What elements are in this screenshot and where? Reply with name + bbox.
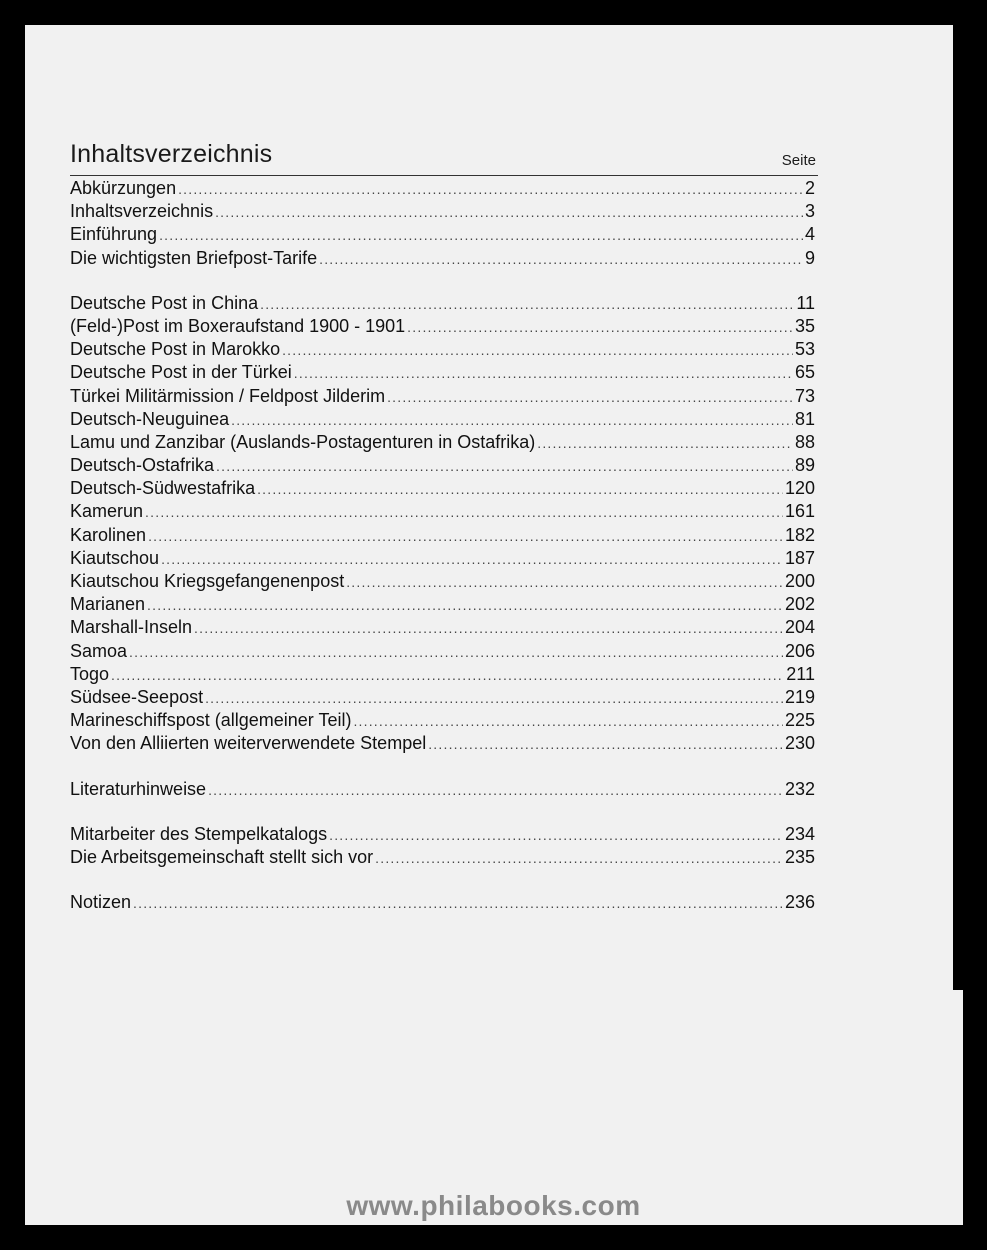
toc-entry xyxy=(70,200,815,223)
page-title: Inhaltsverzeichnis xyxy=(70,140,273,168)
toc-entry-title: Deutsch-Neuguinea xyxy=(70,408,230,429)
dot-leader xyxy=(346,571,783,594)
toc-entry-title: Deutsch-Ostafrika xyxy=(70,455,215,476)
dot-leader xyxy=(129,641,783,664)
toc-entry xyxy=(70,891,815,914)
toc-entry-page-number: 161 xyxy=(784,501,815,522)
toc-entry-title: Kamerun xyxy=(70,501,144,522)
toc-entry-title: Marianen xyxy=(70,594,146,615)
toc-entry-title: Die wichtigsten Briefpost-Tarife xyxy=(70,247,318,268)
dot-leader xyxy=(294,362,793,385)
toc-entry xyxy=(70,477,815,500)
toc-entry-page-number: 182 xyxy=(784,524,815,545)
dot-leader xyxy=(159,224,803,247)
dot-leader xyxy=(111,664,784,687)
toc-entry xyxy=(70,570,815,593)
toc-entry-page-number: 204 xyxy=(784,617,815,638)
toc-entry-title: Türkei Militärmission / Feldpost Jilderim xyxy=(70,385,386,406)
dot-leader xyxy=(178,178,803,201)
toc-entry-title: Togo xyxy=(70,663,110,684)
toc-entry xyxy=(70,524,815,547)
dot-leader xyxy=(208,779,783,802)
dot-leader xyxy=(319,248,803,271)
toc-header xyxy=(70,115,818,176)
dot-leader xyxy=(161,548,783,571)
toc-entry-title: Lamu und Zanzibar (Auslands-Postagenturen in Ostafrika) xyxy=(70,431,536,452)
dot-leader xyxy=(231,409,793,432)
toc-entry xyxy=(70,846,815,869)
toc-entry-title: Samoa xyxy=(70,640,128,661)
toc-entry xyxy=(70,616,815,639)
toc-entry-page-number: 200 xyxy=(784,571,815,591)
dot-leader xyxy=(428,733,783,756)
toc-entry-page-number: 230 xyxy=(784,733,815,754)
toc-entry-page-number: 9 xyxy=(804,247,815,268)
dot-leader xyxy=(147,594,783,617)
toc-entry xyxy=(70,385,815,408)
toc-entry xyxy=(70,431,815,454)
toc-entry-title: Mitarbeiter des Stempelkatalogs xyxy=(70,823,328,844)
scan-edge xyxy=(953,25,963,990)
toc-entry xyxy=(70,500,815,523)
toc-group xyxy=(70,177,815,270)
toc-entry-page-number: 120 xyxy=(784,478,815,499)
toc-entry-title: Deutsche Post in China xyxy=(70,292,259,313)
dot-leader xyxy=(257,478,783,501)
toc-entry xyxy=(70,778,815,801)
toc-entry xyxy=(70,823,815,846)
toc-entry-page-number: 234 xyxy=(784,823,815,844)
toc-group xyxy=(70,778,815,801)
toc-entry-page-number: 53 xyxy=(794,339,815,360)
toc-entry-page-number: 89 xyxy=(794,455,815,476)
toc-entry-title: Deutsch-Südwestafrika xyxy=(70,478,256,499)
toc-entry xyxy=(70,640,815,663)
toc-entry-page-number: 206 xyxy=(784,640,815,661)
dot-leader xyxy=(282,339,793,362)
toc-entry xyxy=(70,292,815,315)
toc-entry-page-number: 232 xyxy=(784,778,815,799)
dot-leader xyxy=(215,201,803,224)
table-of-contents xyxy=(70,177,815,914)
toc-group xyxy=(70,823,815,869)
toc-entry-page-number: 11 xyxy=(796,292,815,313)
toc-entry-title: Marshall-Inseln xyxy=(70,617,193,638)
toc-entry-title: Karolinen xyxy=(70,524,147,545)
toc-entry-page-number: 187 xyxy=(784,547,815,568)
toc-entry-page-number: 4 xyxy=(804,224,815,245)
dot-leader xyxy=(216,455,793,478)
toc-entry-title: Kiautschou Kriegsgefangenenpost xyxy=(70,571,345,591)
toc-entry-page-number: 211 xyxy=(786,663,815,684)
toc-entry-title: Südsee-Seepost xyxy=(70,686,204,707)
toc-entry-title: (Feld-)Post im Boxeraufstand 1900 - 1901 xyxy=(70,315,406,336)
toc-entry-page-number: 88 xyxy=(794,431,815,452)
dot-leader xyxy=(205,687,783,710)
dot-leader xyxy=(407,316,793,339)
dot-leader xyxy=(145,501,783,524)
toc-entry xyxy=(70,732,815,755)
toc-entry xyxy=(70,663,815,686)
toc-entry-title: Kiautschou xyxy=(70,547,160,568)
dot-leader xyxy=(260,293,794,316)
toc-entry xyxy=(70,593,815,616)
toc-entry xyxy=(70,709,815,732)
toc-entry-title: Literaturhinweise xyxy=(70,778,207,799)
toc-entry-title: Deutsche Post in Marokko xyxy=(70,339,281,360)
toc-entry-page-number: 65 xyxy=(794,362,815,383)
toc-entry xyxy=(70,338,815,361)
toc-entry-page-number: 81 xyxy=(794,408,815,429)
toc-entry-title: Notizen xyxy=(70,892,132,913)
toc-entry-title: Die Arbeitsgemeinschaft stellt sich vor xyxy=(70,846,374,867)
dot-leader xyxy=(133,892,783,915)
toc-entry-page-number: 73 xyxy=(794,385,815,406)
toc-entry-title: Marineschiffspost (allgemeiner Teil) xyxy=(70,710,352,731)
dot-leader xyxy=(194,617,783,640)
toc-entry xyxy=(70,223,815,246)
dot-leader xyxy=(148,525,783,548)
toc-group xyxy=(70,891,815,914)
dot-leader xyxy=(353,710,783,733)
dot-leader xyxy=(375,847,783,870)
toc-entry xyxy=(70,454,815,477)
toc-entry-title: Inhaltsverzeichnis xyxy=(70,201,214,222)
toc-entry-title: Deutsche Post in der Türkei xyxy=(70,362,292,383)
toc-entry-title: Einführung xyxy=(70,224,158,245)
toc-entry-page-number: 236 xyxy=(784,892,815,913)
toc-entry-title: Von den Alliierten weiterverwendete Stempel xyxy=(70,733,427,754)
watermark-url: www.philabooks.com xyxy=(346,1190,641,1221)
dot-leader xyxy=(329,824,783,847)
dot-leader xyxy=(537,432,793,455)
toc-entry-page-number: 3 xyxy=(804,201,815,222)
toc-entry-page-number: 235 xyxy=(784,846,815,867)
toc-entry xyxy=(70,361,815,384)
toc-entry-page-number: 202 xyxy=(784,594,815,615)
toc-entry xyxy=(70,686,815,709)
toc-entry-page-number: 2 xyxy=(804,178,815,198)
toc-group xyxy=(70,292,815,756)
toc-entry-page-number: 35 xyxy=(794,315,815,336)
page-column-label: Seite xyxy=(781,152,816,169)
toc-entry xyxy=(70,247,815,270)
dot-leader xyxy=(387,386,793,409)
toc-entry-page-number: 225 xyxy=(784,710,815,731)
toc-entry-page-number: 219 xyxy=(784,686,815,707)
toc-entry xyxy=(70,408,815,431)
toc-entry xyxy=(70,177,815,200)
toc-entry xyxy=(70,315,815,338)
toc-entry xyxy=(70,547,815,570)
toc-entry-title: Abkürzungen xyxy=(70,178,177,198)
